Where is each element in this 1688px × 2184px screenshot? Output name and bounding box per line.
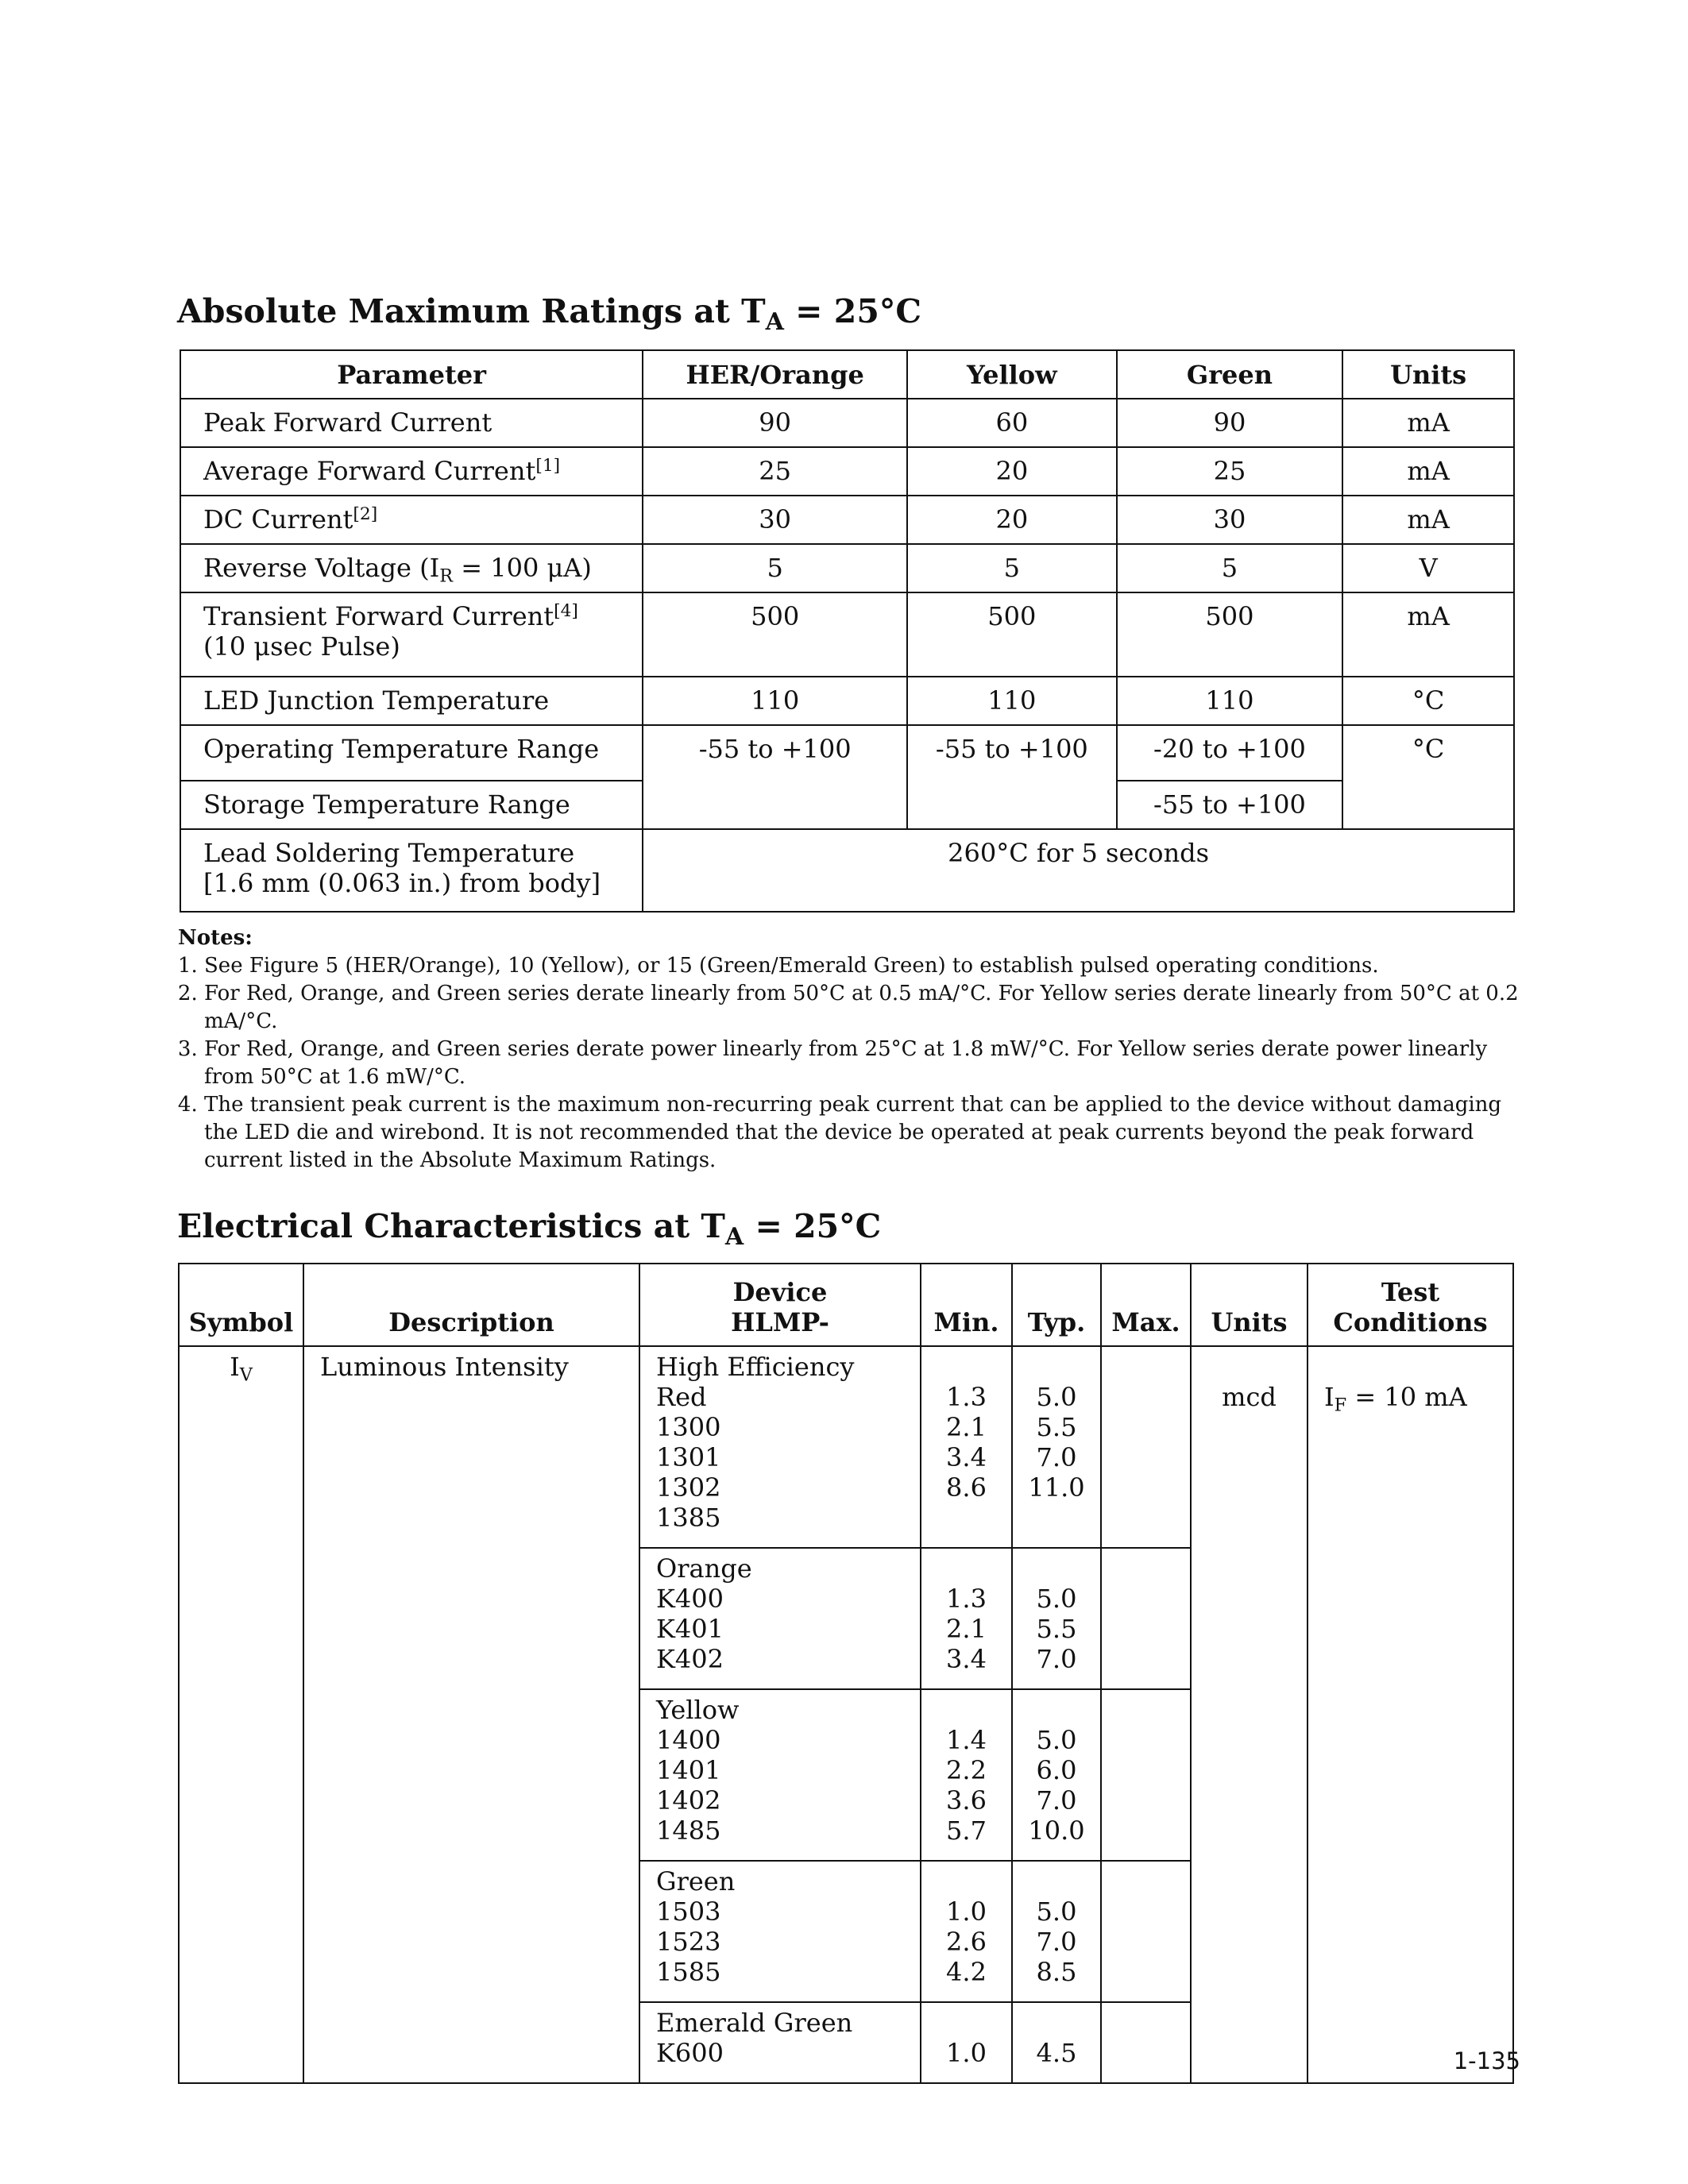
min-values: 1.3 2.1 3.4 8.6 (921, 1346, 1012, 1548)
green-value: 110 (1117, 677, 1343, 725)
ec-title: Electrical Characteristics at $T_A = 25^\circ C$ (177, 1207, 882, 1251)
table-row (180, 592, 1514, 677)
column-header: Typ. (1012, 1264, 1101, 1346)
column-header: Description (303, 1264, 639, 1346)
symbol-cell: $I_V$ (179, 1346, 303, 2083)
notes (178, 924, 1520, 1175)
her-value: 110 (643, 677, 907, 725)
param-label: Operating Temperature Range (180, 725, 643, 781)
yellow-value: 60 (907, 399, 1117, 447)
units-cell: mcd (1191, 1346, 1308, 2083)
param-label: Lead Soldering Temperature [1.6 mm (0.063 in.) from body] (180, 829, 643, 912)
yellow-value: -55 to +100 (907, 725, 1117, 829)
units-value: mA (1342, 447, 1514, 496)
typ-values: 5.0 6.0 7.0 10.0 (1012, 1689, 1101, 1861)
green-value: 5 (1117, 544, 1343, 592)
her-value: 5 (643, 544, 907, 592)
min-values: 1.3 2.1 3.4 (921, 1548, 1012, 1689)
column-header: Max. (1101, 1264, 1191, 1346)
param-label: Average Forward Current[1] (180, 447, 643, 496)
table-header-row (180, 350, 1514, 399)
column-header: Symbol (179, 1264, 303, 1346)
green-value: -20 to +100 (1117, 725, 1343, 781)
table-row (180, 544, 1514, 592)
amr-title: Absolute Maximum Ratings at $T_A = 25^\circ C$ (177, 292, 921, 336)
table-row (180, 496, 1514, 544)
max-values (1101, 1548, 1191, 1689)
device-group: Green 1503 1523 1585 (639, 1861, 921, 2002)
table-row (180, 677, 1514, 725)
param-label: DC Current[2] (180, 496, 643, 544)
column-header: Device HLMP- (639, 1264, 921, 1346)
table-row (180, 399, 1514, 447)
column-header: Min. (921, 1264, 1012, 1346)
green-value: 500 (1117, 592, 1343, 677)
yellow-value: 20 (907, 447, 1117, 496)
typ-values: 5.0 7.0 8.5 (1012, 1861, 1101, 2002)
table-row (179, 1346, 1513, 1548)
footnote-ref: [1] (535, 456, 561, 477)
yellow-value: 20 (907, 496, 1117, 544)
param-label: LED Junction Temperature (180, 677, 643, 725)
table-row (180, 829, 1514, 912)
param-label: Storage Temperature Range (180, 781, 643, 829)
device-group: Yellow 1400 1401 1402 1485 (639, 1689, 921, 1861)
note-item: 4. The transient peak current is the maximum non-recurring peak current that can be applied to the device without damaging the LED die and wirebond. It is not recommended that the device be operated at peak currents beyond the peak forward current listed in the Absolute Maximum Ratings. (204, 1091, 1520, 1175)
electrical-characteristics-table (178, 1263, 1514, 2084)
her-value: 90 (643, 399, 907, 447)
table-row (180, 447, 1514, 496)
footnote-ref: [2] (353, 504, 378, 525)
test-conditions-cell: $I_F = 10$ mA (1308, 1346, 1513, 2083)
units-value: mA (1342, 592, 1514, 677)
yellow-value: 5 (907, 544, 1117, 592)
page-number: 1-135 (1453, 2047, 1520, 2074)
green-value: -55 to +100 (1117, 781, 1343, 829)
param-label: Reverse Voltage ($I_R = 100$ μA) (180, 544, 643, 592)
yellow-value: 500 (907, 592, 1117, 677)
green-value: 30 (1117, 496, 1343, 544)
units-value: °C (1342, 677, 1514, 725)
her-value: 25 (643, 447, 907, 496)
max-values (1101, 1861, 1191, 2002)
her-value: 30 (643, 496, 907, 544)
lead-soldering-value: 260°C for 5 seconds (643, 829, 1514, 912)
typ-values: 5.0 5.5 7.0 (1012, 1548, 1101, 1689)
table-header-row (179, 1264, 1513, 1346)
max-values (1101, 1346, 1191, 1548)
typ-values: 4.5 (1012, 2002, 1101, 2083)
green-value: 25 (1117, 447, 1343, 496)
footnote-ref: [4] (554, 601, 578, 622)
column-header: HER/Orange (643, 350, 907, 399)
column-header: Parameter (180, 350, 643, 399)
units-value: °C (1342, 725, 1514, 829)
notes-heading: Notes: (178, 926, 253, 950)
description-cell: Luminous Intensity (303, 1346, 639, 2083)
param-label: Peak Forward Current (180, 399, 643, 447)
absolute-max-ratings-table (180, 349, 1515, 913)
param-label: Transient Forward Current[4] (10 μsec Pulse) (180, 592, 643, 677)
green-value: 90 (1117, 399, 1343, 447)
units-value: mA (1342, 496, 1514, 544)
units-value: V (1342, 544, 1514, 592)
note-item: 1. See Figure 5 (HER/Orange), 10 (Yellow), or 15 (Green/Emerald Green) to establish pulsed operating conditions. (204, 952, 1520, 980)
max-values (1101, 2002, 1191, 2083)
her-value: 500 (643, 592, 907, 677)
min-values: 1.0 (921, 2002, 1012, 2083)
min-values: 1.4 2.2 3.6 5.7 (921, 1689, 1012, 1861)
column-header: Green (1117, 350, 1343, 399)
her-value: -55 to +100 (643, 725, 907, 829)
max-values (1101, 1689, 1191, 1861)
device-group: Orange K400 K401 K402 (639, 1548, 921, 1689)
units-value: mA (1342, 399, 1514, 447)
column-header: Test Conditions (1308, 1264, 1513, 1346)
table-row (180, 725, 1514, 781)
column-header: Units (1342, 350, 1514, 399)
column-header: Yellow (907, 350, 1117, 399)
note-item: 2. For Red, Orange, and Green series derate linearly from 50°C at 0.5 mA/°C. For Yellow series derate linearly from 50°C at 0.2 mA/°C. (204, 980, 1520, 1036)
yellow-value: 110 (907, 677, 1117, 725)
device-group: Emerald Green K600 (639, 2002, 921, 2083)
device-group: High Efficiency Red 1300 1301 1302 1385 (639, 1346, 921, 1548)
typ-values: 5.0 5.5 7.0 11.0 (1012, 1346, 1101, 1548)
note-item: 3. For Red, Orange, and Green series derate power linearly from 25°C at 1.8 mW/°C. For Yellow series derate power linearly from 50°C at 1.6 mW/°C. (204, 1036, 1520, 1091)
column-header: Units (1191, 1264, 1308, 1346)
min-values: 1.0 2.6 4.2 (921, 1861, 1012, 2002)
